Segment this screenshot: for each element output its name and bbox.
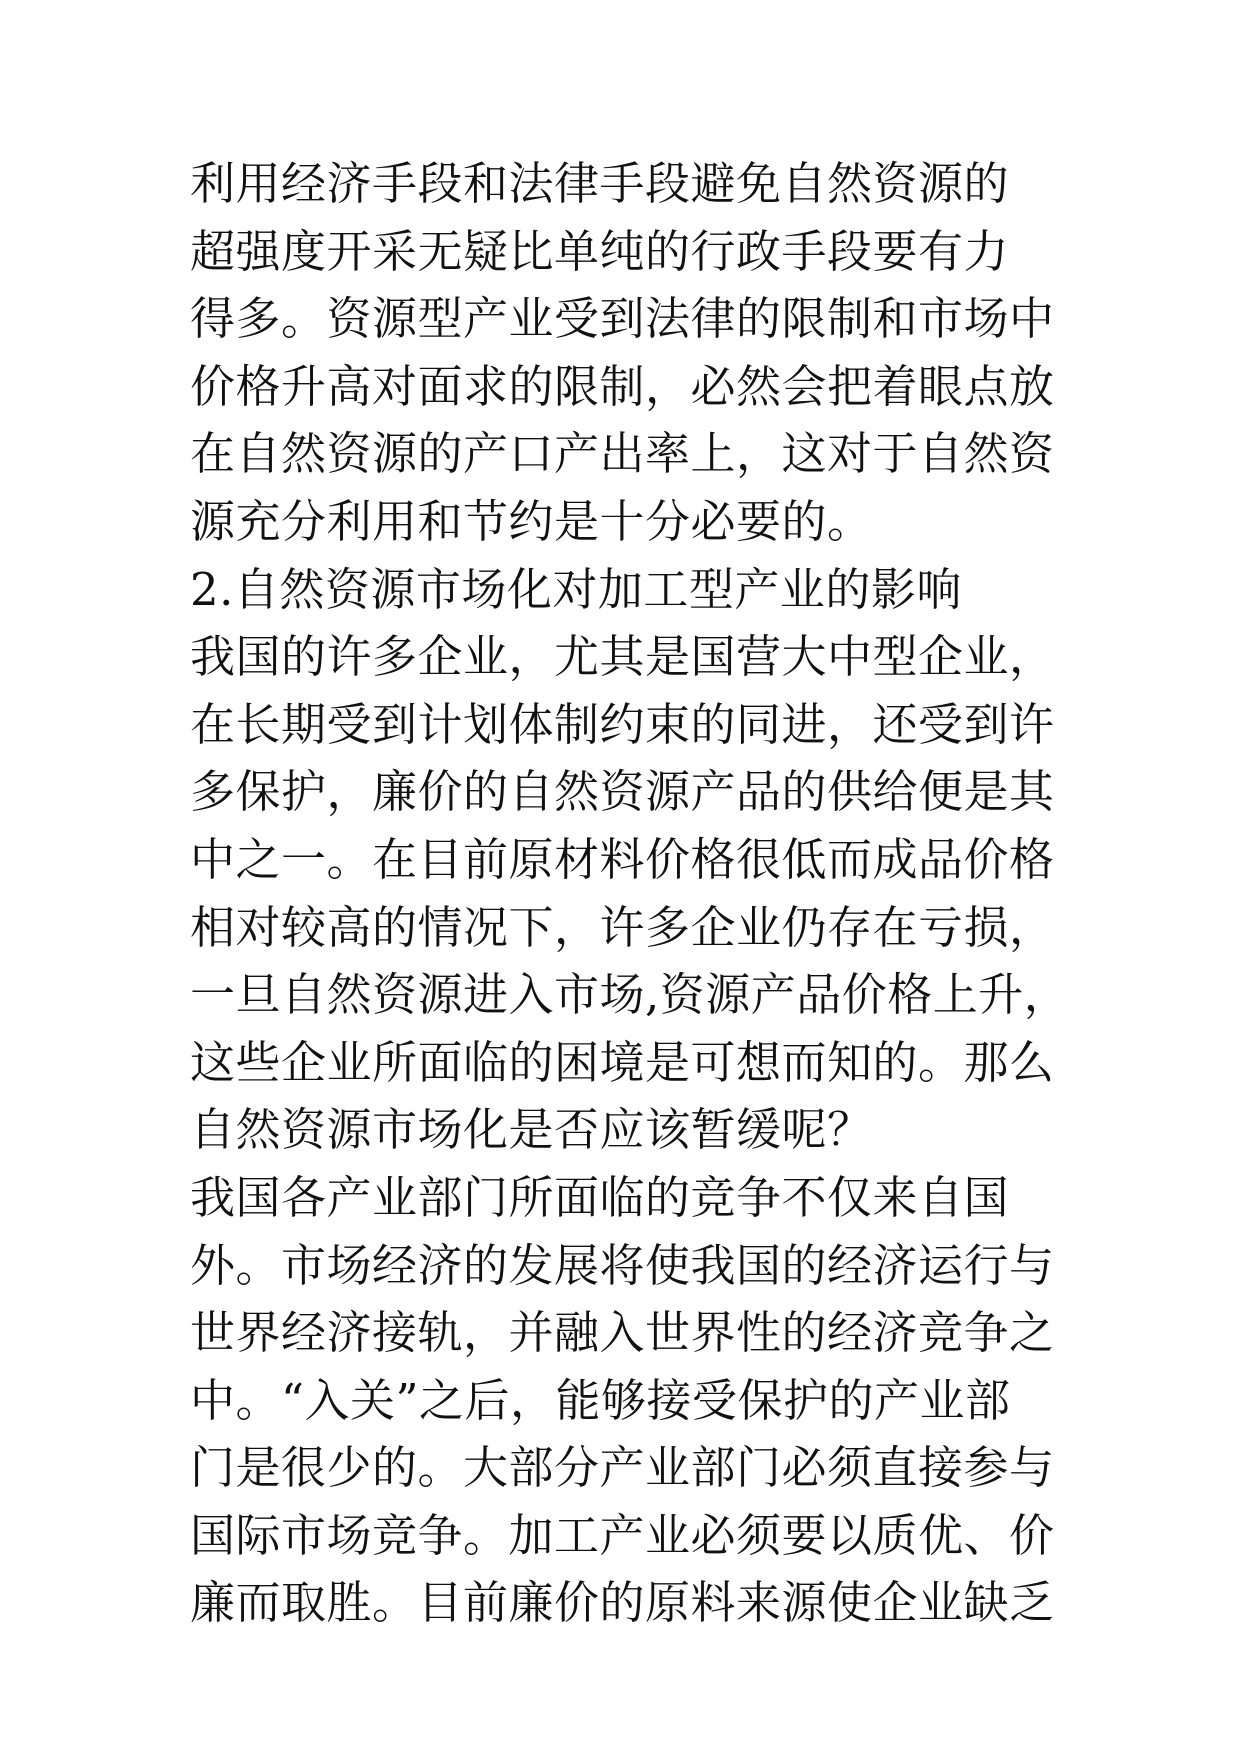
- text-line: 相对较高的情况下，许多企业仍存在亏损，: [190, 900, 1055, 954]
- text-line: 国际市场竞争。加工产业必须要以质优、价: [190, 1508, 1055, 1562]
- text-line: 源充分利用和节约是十分必要的。: [190, 494, 873, 548]
- text-line: 中。“入关”之后，能够接受保护的产业部: [190, 1373, 1011, 1427]
- text-line: 外。市场经济的发展将使我国的经济运行与: [190, 1238, 1055, 1292]
- text-line: 中之一。在目前原材料价格很低而成品价格: [190, 832, 1055, 886]
- text-line: 价格升高对面求的限制，必然会把着眼点放: [190, 359, 1055, 413]
- text-line: 在长期受到计划体制约束的同进，还受到许: [190, 697, 1055, 751]
- text-line: 我国各产业部门所面临的竞争不仅来自国: [190, 1170, 1010, 1224]
- text-line: 这些企业所面临的困境是可想而知的。那么: [190, 1035, 1055, 1089]
- text-line: 廉而取胜。目前廉价的原料来源使企业缺乏: [190, 1576, 1055, 1630]
- text-line: 门是很少的。大部分产业部门必须直接参与: [190, 1441, 1055, 1495]
- text-line: 自然资源市场化是否应该暂缓呢？: [190, 1103, 873, 1157]
- text-line: 利用经济手段和法律手段避免自然资源的: [190, 157, 1010, 210]
- text-line: 超强度开采无疑比单纯的行政手段要有力: [190, 224, 1010, 278]
- text-line: 世界经济接轨，并融入世界性的经济竞争之: [190, 1306, 1055, 1360]
- text-line: 在自然资源的产口产出率上，这对于自然资: [190, 427, 1055, 481]
- text-line: 我国的许多企业，尤其是国营大中型企业，: [190, 630, 1055, 684]
- body-text: [190, 150, 1090, 1637]
- text-line: 得多。资源型产业受到法律的限制和市场中: [190, 292, 1055, 346]
- text-line: 一旦自然资源进入市场,资源产品价格上升，: [190, 968, 1070, 1022]
- section-heading: 2.自然资源市场化对加工型产业的影响: [190, 562, 962, 616]
- text-line: 多保护，廉价的自然资源产品的供给便是其: [190, 765, 1055, 819]
